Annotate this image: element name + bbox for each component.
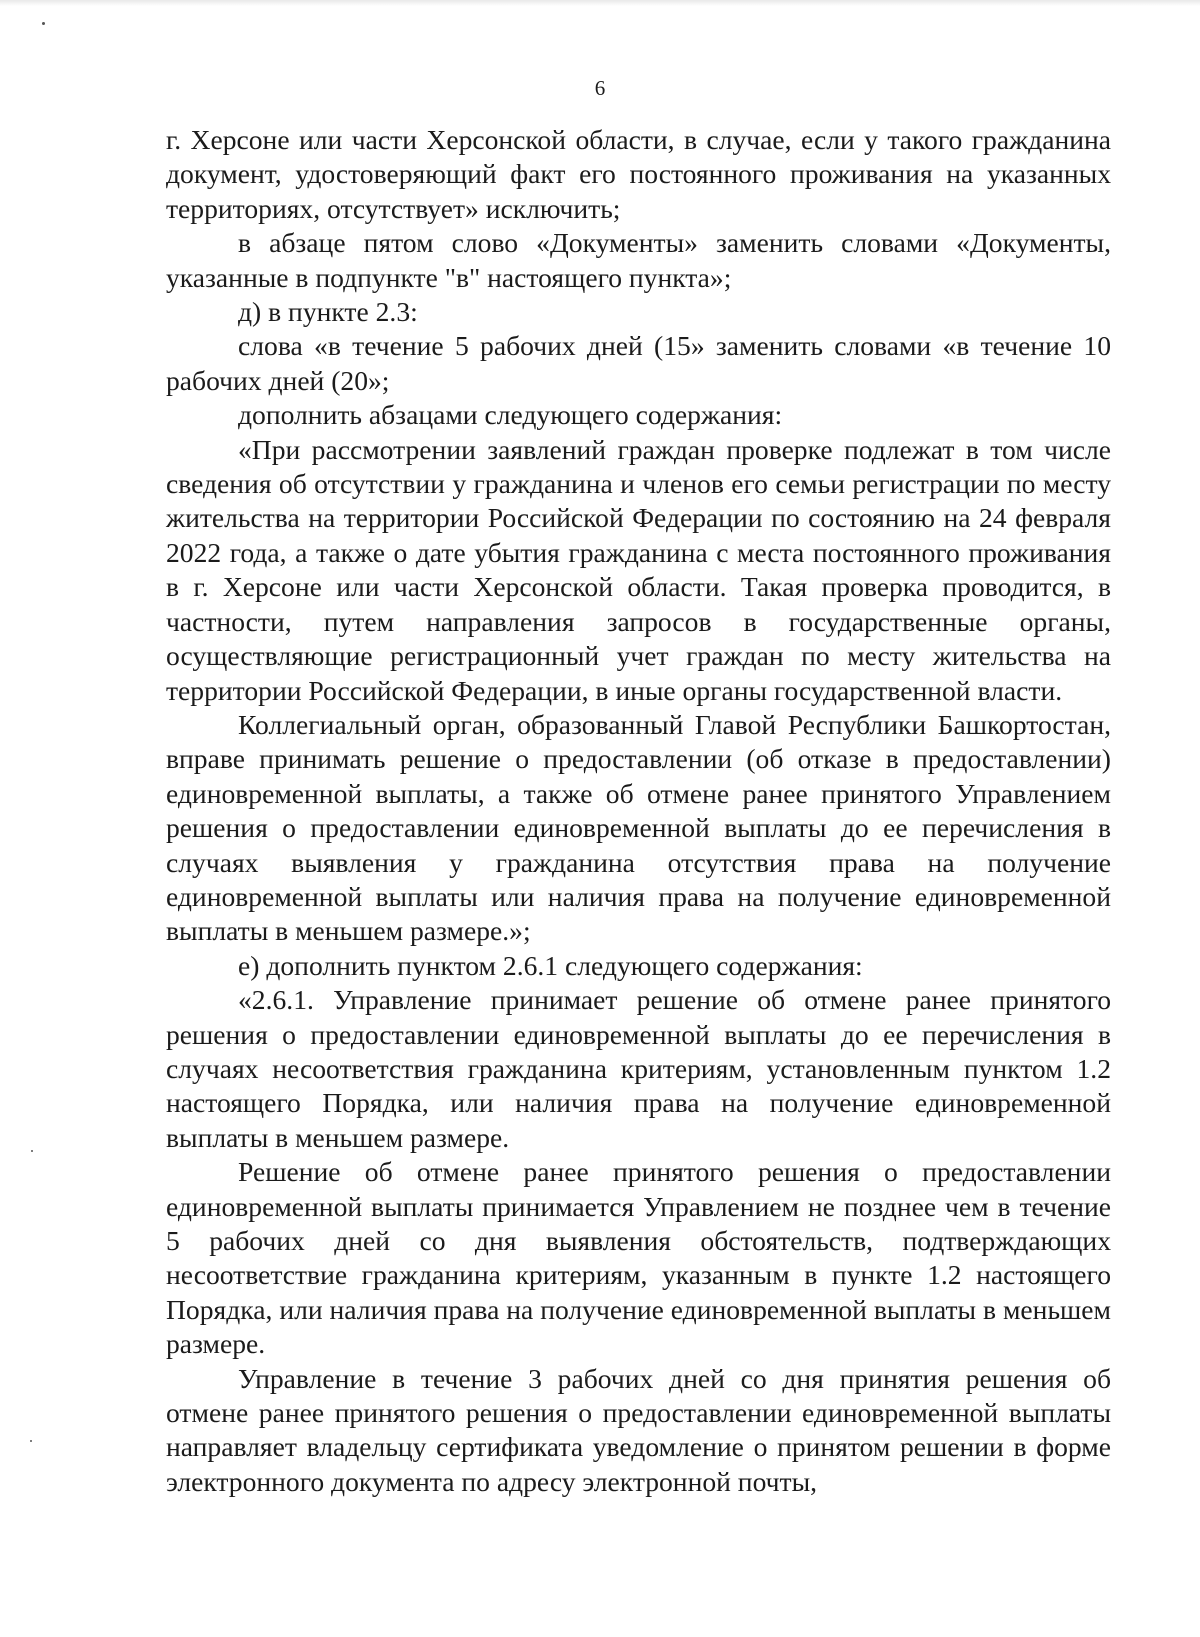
- paragraph: в абзаце пятом слово «Документы» заменить словами «Документы, указанные в подпункте "в" настоящего пункта»;: [166, 227, 1111, 293]
- paragraph-quoted: Управление в течение 3 рабочих дней со дня принятия решения об отмене ранее принятого решения о предоставлении единовременной выплаты направляет владельцу сертификата уведомление о принятом решении в форме электронного документа по адресу электронной почты,: [166, 1362, 1111, 1497]
- scan-speck: [31, 1150, 33, 1152]
- paragraph-subitem-e: е) дополнить пунктом 2.6.1 следующего содержания:: [238, 949, 863, 981]
- paragraph: слова «в течение 5 рабочих дней (15» заменить словами «в течение 10 рабочих дней (20»;: [166, 330, 1111, 396]
- scan-speck: [42, 22, 45, 25]
- paragraph-quoted: «При рассмотрении заявлений граждан проверке подлежат в том числе сведения об отсутствии у гражданина и членов его семьи регистрации по месту жительства на территории Российской Федерации по состоянию на 24 февраля 2022 года, а также о дате убытия гражданина с места постоянного проживания в г. Херсоне или части Херсонской области. Такая проверка проводится, в частности, путем направления запросов в государственные органы, осуществляющие регистрационный учет граждан по месту жительства на территории Российской Федерации, в иные органы государственной власти.: [166, 433, 1111, 706]
- paragraph-quoted: «2.6.1. Управление принимает решение об отмене ранее принятого решения о предоставлении единовременной выплаты до ее перечисления в случаях несоответствия гражданина критериям, установленным пунктом 1.2 настоящего Порядка, или наличия права на получение единовременной выплаты в меньшем размере.: [166, 984, 1111, 1153]
- page-number: 6: [594, 76, 606, 100]
- paragraph-quoted: Коллегиальный орган, образованный Главой Республики Башкортостан, вправе принимать решение о предоставлении (об отказе в предоставлении) единовременной выплаты, а также об отмене ранее принятого Управлением решения о предоставлении единовременной выплаты до ее перечисления в случаях выявления у гражданина отсутствия права на получение единовременной выплаты или наличия права на получение единовременной выплаты в меньшем размере.»;: [166, 708, 1111, 947]
- paragraph-continuation: г. Херсоне или части Херсонской области, в случае, если у такого гражданина документ, удостоверяющий факт его постоянного проживания на указанных территориях, отсутствует» исключить;: [166, 124, 1111, 224]
- paragraph: дополнить абзацами следующего содержания:: [238, 399, 783, 431]
- scan-speck: [30, 1440, 32, 1442]
- paragraph-subitem-d: д) в пункте 2.3:: [238, 296, 418, 328]
- scan-top-edge: [0, 0, 1200, 6]
- paragraph-quoted: Решение об отмене ранее принятого решения о предоставлении единовременной выплаты принимается Управлением не позднее чем в течение 5 рабочих дней со дня выявления обстоятельств, подтверждающих несоответствие гражданина критериям, указанным в пункте 1.2 настоящего Порядка, или наличия права на получение единовременной выплаты в меньшем размере.: [166, 1156, 1111, 1360]
- document-body: [166, 123, 1111, 1499]
